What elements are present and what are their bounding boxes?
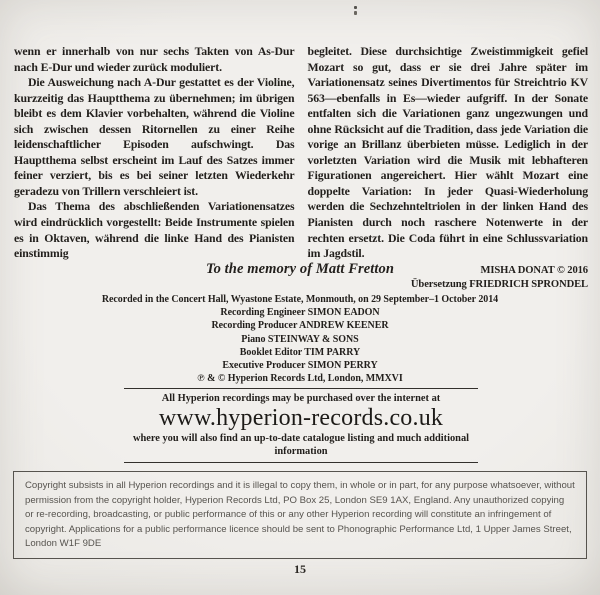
body-text-columns xyxy=(14,44,588,292)
copyright-text: Copyright subsists in all Hyperion recordings and it is illegal to copy them, in whole or in part, for any purpose whatsoever, without permission from the copyright holder, Hyperion Records Ltd, PO Box 25, London SE9 1AX, England. Any unauthorized copying or re-recording, broadcasting, or public performance of this or any other Hyperion recording will constitute an infringement of copyright. Applications for a public performance licence should be sent to Phonographic Performance Ltd, 1 Upper James Street, London W1F 9DE xyxy=(25,480,575,550)
credit-line: Piano STEINWAY & SONS xyxy=(241,333,359,345)
recording-credits xyxy=(0,293,600,385)
credit-line: ℗ & © Hyperion Records Ltd, London, MMXVI xyxy=(197,373,403,385)
purchase-intro: All Hyperion recordings may be purchased over the internet at xyxy=(161,393,441,404)
paragraph: Die Ausweichung nach A-Dur gestattet es der Violine, kurzzeitig das Hauptthema zu übernehmen; im übrigen bleibt es dem Klavier vorbehalten, während die Violine sich zwischen dessen Ritornellen zu einer Reihe leidenschaftlicher Episoden aufschwingt. Das Hauptthema selbst erscheint im Lauf des Satzes immer feiner verziert, bis es bei seiner letzten Wiederkehr geradezu von Trillern verschleiert ist. xyxy=(14,75,295,198)
print-artifact xyxy=(354,6,357,15)
page-number: 15 xyxy=(294,562,306,576)
paragraph: Das Thema des abschließenden Variationensatzes wird eindrücklich vorgestellt: Beide Instrumente spielen es in Oktaven, während die linke Hand des Pianisten einstimmig xyxy=(14,199,295,261)
copyright-notice-box xyxy=(13,471,587,559)
credit-line: Recorded in the Concert Hall, Wyastone Estate, Monmouth, on 29 September–1 October 2014 xyxy=(101,294,499,305)
hyperion-website-url: www.hyperion-records.co.uk xyxy=(158,405,444,431)
paragraph: begleitet. Diese durchsichtige Zweistimmigkeit gefiel Mozart so gut, dass er sie drei Jahre später im Variationensatz seines Divertimentos für Streichtrio KV 563—ebenfalls in Es—wieder aufgriff. In der Sonate entfalten sich die Variationen ganz ungezwungen und ohne Rücksicht auf die Tradition, dass jede Variation die vorige an Brillanz überbieten müsse. Lediglich in der vorletzten Variation wird die Musik mit lebhafteren Figurationen angereichert. Hier wählt Mozart eine doppelte Variation: In jeder Quasi-Wiederholung werden die Sechzehnteltriolen in der linken Hand des Pianisten durch noch raschere Notenwerte in der rechten ersetzt. Die Coda führt in eine Schlussvariation im Jagdstil. xyxy=(307,44,588,261)
translator-credit: Übersetzung FRIEDRICH SPRONDEL xyxy=(410,278,588,290)
paragraph: wenn er innerhalb von nur sechs Takten von As-Dur nach E-Dur und wieder zurück moduliert. xyxy=(14,44,295,74)
right-column xyxy=(308,44,589,292)
purchase-note: where you will also find an up-to-date catalogue listing and much additional information xyxy=(132,433,470,457)
credit-line: Executive Producer SIMON PERRY xyxy=(222,360,378,372)
credit-line: Recording Engineer SIMON EADON xyxy=(220,307,380,319)
author-credit: MISHA DONAT © 2016 xyxy=(480,264,588,276)
left-column xyxy=(14,44,295,292)
purchase-info-box xyxy=(124,388,478,463)
credit-line: Booklet Editor TIM PARRY xyxy=(239,346,361,358)
dedication: To the memory of Matt Fretton xyxy=(205,261,395,277)
credit-line: Recording Producer ANDREW KEENER xyxy=(211,320,389,332)
